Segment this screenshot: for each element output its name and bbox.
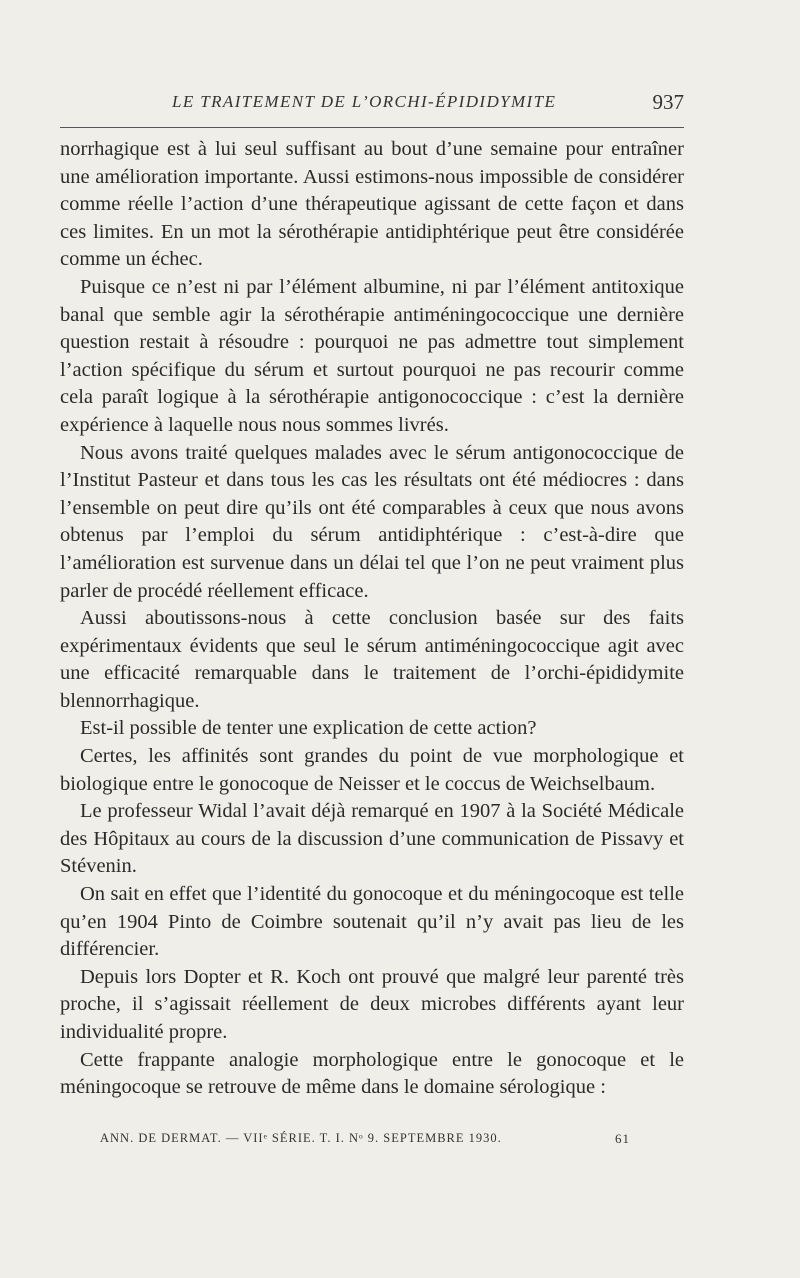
signature-mark: 61 — [615, 1131, 630, 1146]
running-title: LE TRAITEMENT DE L’ORCHI-ÉPIDIDYMITE — [172, 92, 557, 111]
journal-citation: ANN. DE DERMAT. — VIIᵉ SÉRIE. T. I. Nᵒ 9. SEPTEMBRE 1930. — [100, 1131, 502, 1145]
paragraph: norrhagique est à lui seul suffisant au bout d’une semaine pour entraîner une amélioration importante. Aussi estimons-nous impossible de considérer comme réelle l’action d’une thérapeutique agissant de cette façon et dans ces limites. En un mot la sérothérapie antidiphtérique peut être considérée comme un échec. — [60, 138, 684, 271]
paragraph: Le professeur Widal l’avait déjà remarqué en 1907 à la Société Médicale des Hôpitaux au cours de la discussion d’une communication de Pissavy et Stévenin. — [60, 800, 684, 878]
paragraph: On sait en effet que l’identité du gonocoque et du méningocoque est telle qu’en 1904 Pinto de Coimbre soutenait qu’il n’y avait pas lieu de les différencier. — [60, 883, 684, 961]
page-number: 937 — [652, 90, 684, 114]
paragraph: Aussi aboutissons-nous à cette conclusion basée sur des faits expérimentaux évidents que seul le sérum antiméningococcique agit avec une efficacité remarquable dans le traitement de l’orchi-épididymite blennorrhagique. — [60, 607, 684, 712]
running-head — [60, 88, 684, 118]
body-text — [60, 136, 684, 1102]
page-footer — [100, 1131, 630, 1153]
paragraph: Puisque ce n’est ni par l’élément albumine, ni par l’élément antitoxique banal que semble agir la sérothérapie antiméningococcique une dernière question restait à résoudre : pourquoi ne pas admettre tout simplement l’action spécifique du sérum et surtout pourquoi ne pas recourir comme cela paraît logique à la sérothérapie antigonococcique : c’est la dernière expérience à laquelle nous nous sommes livrés. — [60, 275, 684, 436]
paragraph: Depuis lors Dopter et R. Koch ont prouvé que malgré leur parenté très proche, il s’agissait réellement de deux microbes différents ayant leur individualité propre. — [60, 965, 684, 1043]
paragraph: Nous avons traité quelques malades avec le sérum antigonococcique de l’Institut Pasteur et dans tous les cas les résultats ont été médiocres : dans l’ensemble on peut dire qu’ils ont été comparables à ceux que nous avons obtenus par l’emploi du sérum antidiphtérique : c’est-à-dire que l’amélioration est survenue dans un délai tel que l’on ne peut vraiment plus parler de procédé réellement efficace. — [60, 441, 684, 602]
header-rule — [60, 127, 684, 128]
paragraph: Cette frappante analogie morphologique entre le gonocoque et le méningocoque se retrouve de même dans le domaine sérologique : — [60, 1048, 684, 1099]
paragraph: Certes, les affinités sont grandes du point de vue morphologique et biologique entre le gonocoque de Neisser et le coccus de Weichselbaum. — [60, 745, 684, 795]
paragraph: Est-il possible de tenter une explication de cette action? — [80, 717, 537, 740]
